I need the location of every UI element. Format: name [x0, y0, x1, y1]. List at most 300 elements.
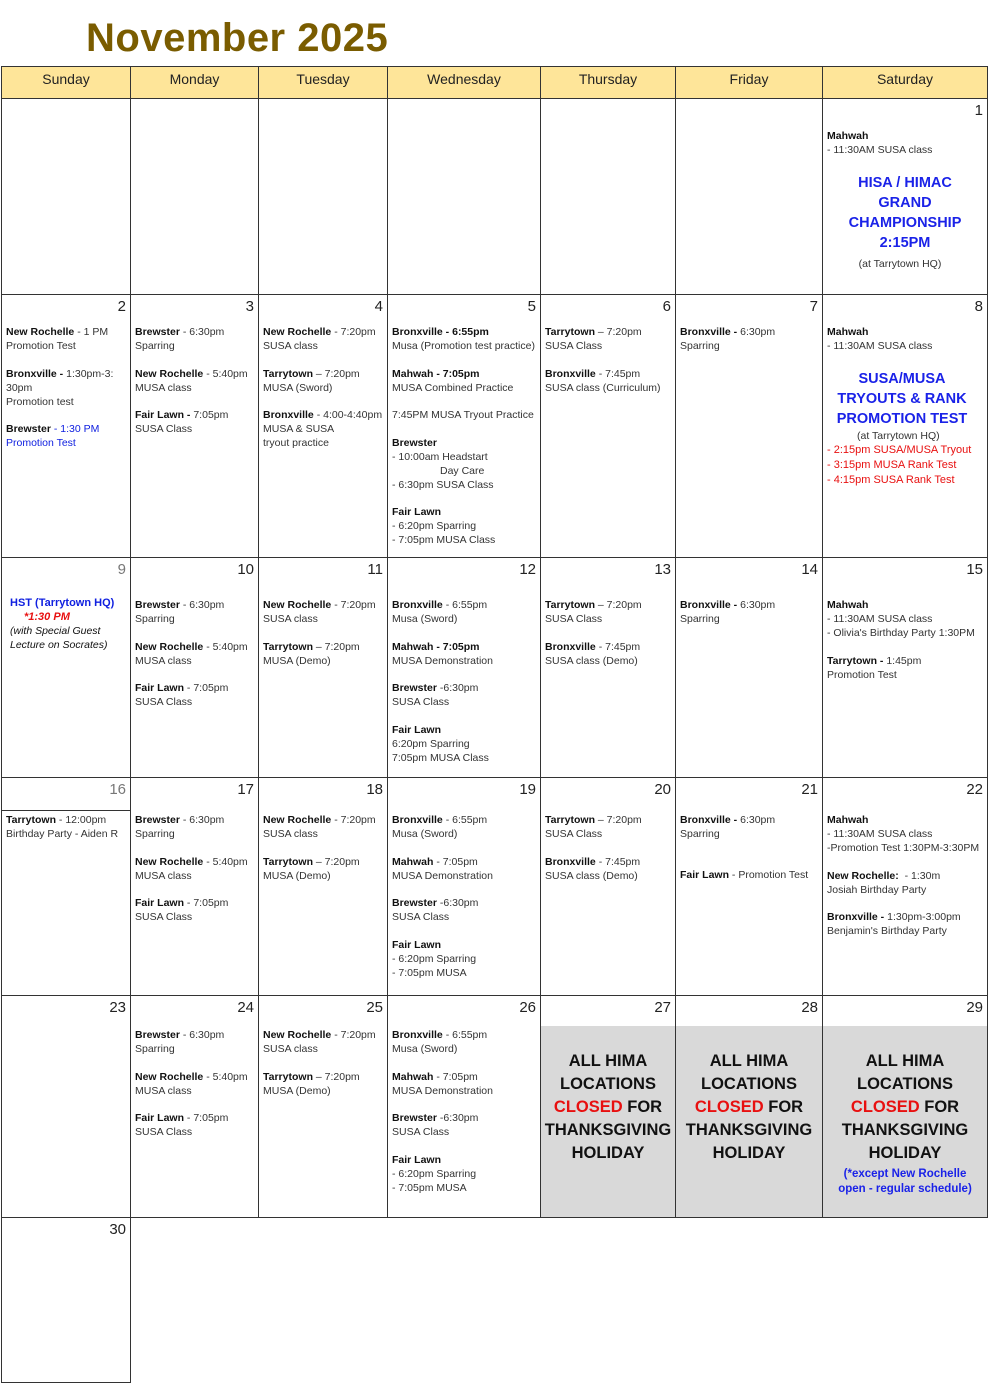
location-name: Bronxville: [392, 599, 443, 611]
weekday-monday: Monday: [131, 67, 259, 99]
closed-line: THANKSGIVING: [841, 1121, 969, 1139]
event-desc: Birthday Party - Aiden R: [6, 828, 119, 840]
event-desc: SUSA Class: [135, 423, 193, 435]
location-name: Mahwah: [827, 326, 869, 338]
day-number: 25: [366, 999, 383, 1016]
closed-line: [676, 1096, 822, 1119]
location-name: Fair Lawn: [135, 897, 185, 909]
event-time: - 7:45pm: [595, 855, 641, 868]
event-desc: Promotion test: [6, 395, 74, 408]
event-time: - 5:40pm: [203, 1070, 248, 1083]
day-cell-20[interactable]: [541, 778, 676, 996]
event-time: - 4:00-4:40pm: [313, 409, 383, 421]
day-cell-11[interactable]: [259, 558, 388, 778]
event-time: – 7:20pm: [312, 640, 360, 653]
event-desc: Sparring: [135, 340, 175, 352]
location-name: Fair Lawn: [135, 682, 185, 694]
event-time: - 7:05pm: [184, 897, 229, 909]
day-cell-empty: [259, 99, 388, 295]
event-desc: - 6:30pm SUSA Class: [392, 478, 494, 491]
event-desc: Sparring: [135, 828, 175, 840]
event-desc: MUSA class: [135, 869, 192, 882]
weekday-tuesday: Tuesday: [259, 67, 388, 99]
day-cell-15[interactable]: [823, 558, 988, 778]
day-cell-16[interactable]: [2, 778, 131, 996]
event-title-line: GRAND: [878, 195, 932, 211]
event-time: - 12:00pm: [55, 814, 107, 826]
location-name: Mahwah: [392, 1070, 434, 1083]
location-name: Bronxville -: [680, 814, 741, 826]
event-desc: SUSA Class: [135, 911, 193, 923]
closed-line: HOLIDAY: [712, 1144, 786, 1162]
day-number: 21: [801, 781, 818, 798]
location-name: Tarrytown -: [827, 654, 887, 667]
event-desc: 6:20pm Sparring: [392, 737, 470, 750]
location-name: Brewster: [135, 326, 180, 338]
event-time-item: - 3:15pm MUSA Rank Test: [827, 459, 957, 471]
day-number: 28: [801, 999, 818, 1016]
location-name: Mahwah: [827, 599, 869, 611]
event-desc: - 11:30AM SUSA class: [827, 828, 933, 840]
closed-line-rest: FOR: [763, 1098, 804, 1116]
exception-note: (*except New Rochelle: [843, 1168, 967, 1180]
day-cell-12[interactable]: [388, 558, 541, 778]
event-time: – 7:20pm: [594, 814, 642, 826]
closed-line: LOCATIONS: [560, 1075, 656, 1093]
week-row-5: [2, 996, 988, 1218]
location-name: Fair Lawn: [135, 1112, 185, 1124]
location-name: Tarrytown: [263, 1070, 313, 1083]
event-desc: MUSA Demonstration: [392, 1084, 493, 1097]
location-name: Fair Lawn: [392, 506, 442, 518]
event-desc: SUSA Class: [392, 1126, 450, 1138]
day-cell-2[interactable]: [2, 295, 131, 558]
day-cell-27[interactable]: [541, 996, 676, 1218]
day-cell-empty: [676, 99, 823, 295]
day-number: 13: [654, 561, 671, 578]
event-desc: Benjamin's Birthday Party: [827, 925, 947, 937]
exception-note: open - regular schedule): [838, 1183, 972, 1195]
event-time: - 1:30 PM: [50, 423, 100, 435]
event-desc: SUSA class: [263, 613, 318, 625]
day-cell-29[interactable]: [823, 996, 988, 1218]
day-events: [823, 295, 987, 488]
weekday-thursday: Thursday: [541, 67, 676, 99]
location-name: Brewster: [135, 1029, 180, 1041]
location-name: New Rochelle:: [827, 869, 899, 882]
event-time: - 5:40pm: [203, 367, 248, 380]
day-events: [676, 778, 822, 882]
closed-line: HOLIDAY: [571, 1144, 645, 1162]
closed-word: CLOSED: [850, 1098, 920, 1116]
location-name: Bronxville: [545, 367, 596, 380]
day-cell-8[interactable]: [823, 295, 988, 558]
day-number: 9: [117, 561, 126, 578]
day-events: [823, 778, 987, 938]
event-time: -6:30pm: [436, 897, 479, 909]
event-desc: - 10:00am Headstart: [392, 450, 488, 463]
location-name: New Rochelle: [135, 1070, 204, 1083]
day-cell-empty: [388, 99, 541, 295]
event-desc: MUSA (Demo): [263, 654, 331, 667]
event-time: 6:30pm: [740, 326, 776, 338]
location-name: Tarrytown: [6, 814, 56, 826]
event-time-item: - 2:15pm SUSA/MUSA Tryout: [827, 444, 972, 456]
location-name: Bronxville -: [680, 326, 741, 338]
location-name: New Rochelle: [135, 640, 204, 653]
location-name: Brewster: [135, 814, 180, 826]
day-events: [2, 295, 130, 450]
location-name: Bronxville - 6:55pm: [392, 326, 489, 338]
location-name: Tarrytown: [545, 326, 595, 338]
location-name: Fair Lawn: [392, 1153, 442, 1166]
event-desc: - 7:05pm MUSA Class: [392, 534, 496, 546]
event-desc: Sparring: [135, 613, 175, 625]
location-name: Tarrytown: [263, 855, 313, 868]
closed-line: ALL HIMA: [709, 1052, 789, 1070]
event-title-line: HISA / HIMAC: [858, 175, 952, 191]
weekday-saturday: Saturday: [823, 67, 988, 99]
week-row-2: [2, 295, 988, 558]
location-name: Tarrytown: [545, 599, 595, 611]
day-number: 11: [367, 561, 383, 578]
event-time: – 7:20pm: [312, 855, 360, 868]
location-name: Bronxville: [263, 409, 314, 421]
event-desc: Sparring: [680, 613, 720, 625]
event-time: - 6:30pm: [179, 326, 225, 338]
day-cell-19[interactable]: [388, 778, 541, 996]
event-desc: MUSA (Demo): [263, 869, 331, 882]
closed-word: CLOSED: [553, 1098, 623, 1116]
event-time: - 7:20pm: [331, 1029, 376, 1041]
event-time: - 6:30pm: [179, 599, 225, 611]
location-name: Brewster: [392, 682, 437, 694]
day-number: 27: [654, 999, 671, 1016]
page-title: November 2025: [86, 16, 389, 60]
day-events: [131, 996, 258, 1139]
location-name: Brewster: [6, 423, 51, 435]
event-time: -6:30pm: [436, 682, 479, 694]
event-desc: - Promotion Test: [729, 869, 809, 881]
location-name: Mahwah - 7:05pm: [392, 367, 480, 380]
week-row-3: [2, 558, 988, 778]
event-desc: -Promotion Test 1:30PM-3:30PM: [827, 842, 980, 854]
event-desc: SUSA class (Curriculum): [545, 381, 661, 394]
location-name: New Rochelle: [135, 855, 204, 868]
day-number: 29: [966, 999, 983, 1016]
event-desc: Josiah Birthday Party: [827, 883, 927, 896]
day-number: 14: [801, 561, 818, 578]
event-time: 1:45pm: [886, 654, 922, 667]
event-time: -6:30pm: [436, 1112, 479, 1124]
location-name: Mahwah: [392, 855, 434, 868]
day-number: 2: [117, 298, 126, 315]
day-events: [823, 558, 987, 682]
event-desc: Promotion Test: [6, 340, 76, 352]
location-name: New Rochelle: [6, 326, 75, 338]
day-cell-14[interactable]: [676, 558, 823, 778]
day-cell-24[interactable]: [131, 996, 259, 1218]
event-desc: 7:45PM MUSA Tryout Practice: [392, 409, 534, 421]
day-cell-3[interactable]: [131, 295, 259, 558]
day-number: 4: [374, 298, 383, 315]
event-desc: Musa (Promotion test practice): [392, 340, 535, 352]
day-number: 8: [974, 298, 983, 315]
event-desc: MUSA Demonstration: [392, 654, 493, 667]
day-number: 30: [109, 1221, 126, 1238]
event-time: - 7:05pm: [433, 1070, 478, 1083]
day-number: 3: [245, 298, 254, 315]
day-cell-7[interactable]: [676, 295, 823, 558]
weekday-friday: Friday: [676, 67, 823, 99]
closed-notice: [676, 1026, 822, 1217]
event-desc: Promotion Test: [827, 668, 897, 681]
day-events: [823, 99, 987, 271]
closed-line: THANKSGIVING: [544, 1121, 672, 1139]
location-name: Mahwah: [827, 814, 869, 826]
day-events: [131, 295, 258, 436]
event-time: 30pm: [6, 381, 33, 394]
closed-notice: [541, 1026, 675, 1217]
event-desc: SUSA class: [263, 1043, 318, 1055]
event-desc: - 7:05pm MUSA: [392, 1181, 467, 1194]
event-time: - 6:30pm: [179, 1029, 225, 1041]
closed-line: HOLIDAY: [868, 1144, 942, 1162]
event-desc: - 7:05pm MUSA: [392, 966, 467, 979]
event-time: - 7:05pm: [184, 1112, 229, 1124]
day-cell-21[interactable]: [676, 778, 823, 996]
day-number: 10: [237, 561, 254, 578]
event-desc: Sparring: [680, 828, 720, 840]
closed-line: [823, 1096, 987, 1119]
event-time: 1:30pm-3:: [66, 367, 114, 380]
closed-line: LOCATIONS: [701, 1075, 797, 1093]
event-time: - 7:05pm: [184, 682, 229, 694]
event-time: - 7:05pm: [433, 855, 478, 868]
tryouts-event: [827, 369, 983, 429]
event-desc: SUSA class: [263, 340, 318, 352]
event-desc: MUSA class: [135, 654, 192, 667]
location-name: Bronxville -: [680, 599, 741, 611]
championship-event: [827, 173, 983, 253]
event-time: – 7:20pm: [594, 326, 642, 338]
event-time: - 5:40pm: [203, 855, 248, 868]
event-desc: - 6:20pm Sparring: [392, 520, 477, 532]
closed-line: LOCATIONS: [857, 1075, 953, 1093]
event-title: HST (Tarrytown HQ): [10, 597, 115, 609]
location-name: New Rochelle: [263, 1029, 332, 1041]
event-desc: SUSA Class: [392, 911, 450, 923]
location-name: Bronxville: [392, 1029, 443, 1041]
event-time-item: - 4:15pm SUSA Rank Test: [827, 474, 955, 486]
closed-word: CLOSED: [694, 1098, 764, 1116]
day-number: 24: [237, 999, 254, 1016]
location-name: New Rochelle: [135, 367, 204, 380]
event-desc: - 11:30AM SUSA class: [827, 613, 933, 625]
day-cell-empty: [541, 99, 676, 295]
day-number: 16: [109, 781, 126, 798]
week-row-6: [2, 1218, 988, 1383]
event-desc: MUSA class: [135, 1084, 192, 1097]
day-events: [676, 558, 822, 626]
day-events: [676, 295, 822, 353]
event-desc: SUSA Class: [135, 1126, 193, 1138]
location-name: Fair Lawn: [392, 938, 442, 951]
event-time: - 7:20pm: [331, 814, 376, 826]
day-number: 19: [519, 781, 536, 798]
event-desc: Musa (Sword): [392, 828, 458, 840]
day-cell-26[interactable]: [388, 996, 541, 1218]
week-row-1: [2, 99, 988, 295]
day-number: 15: [966, 561, 983, 578]
event-title-line: SUSA/MUSA: [858, 371, 946, 387]
day-cell-13[interactable]: [541, 558, 676, 778]
event-desc: Day Care: [440, 464, 485, 477]
location-name: Brewster: [135, 599, 180, 611]
event-location: (at Tarrytown HQ): [857, 430, 940, 442]
location-name: Tarrytown: [263, 640, 313, 653]
event-desc: - 6:20pm Sparring: [392, 1167, 477, 1180]
day-events: [388, 295, 540, 547]
day-cell-9[interactable]: [2, 558, 131, 778]
event-note: (with Special Guest: [10, 625, 101, 637]
event-desc: SUSA Class: [135, 696, 193, 708]
event-time: – 7:20pm: [312, 1070, 360, 1083]
event-title-line: PROMOTION TEST: [836, 411, 968, 427]
event-time: - 1 PM: [74, 326, 109, 338]
event-desc: MUSA Demonstration: [392, 869, 493, 882]
location-name: Tarrytown: [263, 367, 313, 380]
event-time: - 6:30pm: [179, 814, 225, 826]
event-desc: Musa (Sword): [392, 613, 458, 625]
event-desc: tryout practice: [263, 437, 329, 449]
event-desc: MUSA (Demo): [263, 1084, 331, 1097]
day-cell-25[interactable]: [259, 996, 388, 1218]
closed-line-rest: FOR: [919, 1098, 960, 1116]
empty-space: [131, 1218, 988, 1383]
location-name: New Rochelle: [263, 326, 332, 338]
location-name: Tarrytown: [545, 814, 595, 826]
event-desc: MUSA class: [135, 381, 192, 394]
day-number: 23: [109, 999, 126, 1016]
day-number: 7: [809, 298, 818, 315]
day-cell-30[interactable]: [2, 1218, 131, 1383]
closed-line: [541, 1096, 675, 1119]
event-time: - 1:30m: [898, 869, 941, 882]
day-cell-4[interactable]: [259, 295, 388, 558]
event-time: - 7:45pm: [595, 640, 641, 653]
event-time: - 7:20pm: [331, 599, 376, 611]
event-time: 6:30pm: [740, 814, 776, 826]
event-text: - 11:30AM SUSA class: [827, 340, 933, 352]
location-name: Fair Lawn: [392, 723, 442, 736]
location-name: Bronxville: [392, 814, 443, 826]
event-time: 1:30pm-3:00pm: [887, 911, 961, 923]
day-events: [131, 558, 258, 709]
day-cell-23[interactable]: [2, 996, 131, 1218]
closed-line: THANKSGIVING: [685, 1121, 813, 1139]
day-events: [388, 558, 540, 765]
event-time: - 6:55pm: [442, 814, 488, 826]
day-events: [259, 295, 387, 450]
closed-line-rest: FOR: [622, 1098, 663, 1116]
day-cell-empty: [131, 99, 259, 295]
event-time: 6:30pm: [740, 599, 776, 611]
location-name: Bronxville: [545, 640, 596, 653]
day-events: [388, 996, 540, 1195]
location-name: Bronxville: [545, 855, 596, 868]
event-desc: SUSA Class: [545, 828, 603, 840]
day-cell-1[interactable]: [823, 99, 988, 295]
location-name: Brewster: [392, 1112, 437, 1124]
event-location: (at Tarrytown HQ): [858, 258, 942, 270]
day-events: [388, 778, 540, 980]
day-events: [2, 558, 130, 652]
day-events: [541, 295, 675, 395]
closed-line: ALL HIMA: [568, 1052, 648, 1070]
weekday-header-row: [2, 67, 988, 99]
day-cell-28[interactable]: [676, 996, 823, 1218]
event-text: - 11:30AM SUSA class: [827, 144, 933, 156]
calendar-grid: [1, 66, 988, 1383]
location-name: Bronxville -: [6, 367, 67, 380]
day-number: 12: [519, 561, 536, 578]
day-cell-empty: [2, 99, 131, 295]
location-name: New Rochelle: [263, 814, 332, 826]
event-desc: - Olivia's Birthday Party 1:30PM: [827, 627, 975, 639]
event-desc: 7:05pm MUSA Class: [392, 751, 489, 764]
day-cell-17[interactable]: [131, 778, 259, 996]
closed-line: ALL HIMA: [865, 1052, 945, 1070]
event-desc: Sparring: [680, 340, 720, 352]
event-note: Lecture on Socrates): [10, 639, 108, 651]
weekday-sunday: Sunday: [2, 67, 131, 99]
day-cell-6[interactable]: [541, 295, 676, 558]
event-desc: SUSA Class: [545, 613, 603, 625]
event-time: - 7:45pm: [595, 367, 641, 380]
location-name: Fair Lawn -: [135, 409, 194, 421]
event-desc: Sparring: [135, 1043, 175, 1055]
day-cell-5[interactable]: [388, 295, 541, 558]
location-name: Mahwah: [827, 130, 869, 142]
day-number: 1: [974, 102, 983, 119]
event-desc: SUSA class (Demo): [545, 869, 638, 882]
location-name: New Rochelle: [263, 599, 332, 611]
day-cell-22[interactable]: [823, 778, 988, 996]
event-desc: Promotion Test: [6, 437, 76, 449]
weekday-wednesday: Wednesday: [388, 67, 541, 99]
day-cell-10[interactable]: [131, 558, 259, 778]
day-number: 17: [237, 781, 254, 798]
event-time: *1:30 PM: [24, 611, 70, 623]
event-desc: SUSA class (Demo): [545, 654, 638, 667]
day-number: 18: [366, 781, 383, 798]
event-time: 7:05pm: [193, 409, 229, 421]
week-row-4: [2, 778, 988, 996]
event-desc: MUSA & SUSA: [263, 423, 335, 435]
event-time: 2:15PM: [879, 235, 931, 251]
event-title-line: CHAMPIONSHIP: [848, 215, 962, 231]
event-desc: Musa (Sword): [392, 1043, 458, 1055]
event-time: – 7:20pm: [312, 367, 360, 380]
location-name: Fair Lawn: [680, 869, 730, 881]
day-number: 6: [662, 298, 671, 315]
day-number: 26: [519, 999, 536, 1016]
event-desc: SUSA class: [263, 828, 318, 840]
event-desc: - 6:20pm Sparring: [392, 952, 477, 965]
event-time: - 6:55pm: [442, 599, 488, 611]
day-cell-18[interactable]: [259, 778, 388, 996]
